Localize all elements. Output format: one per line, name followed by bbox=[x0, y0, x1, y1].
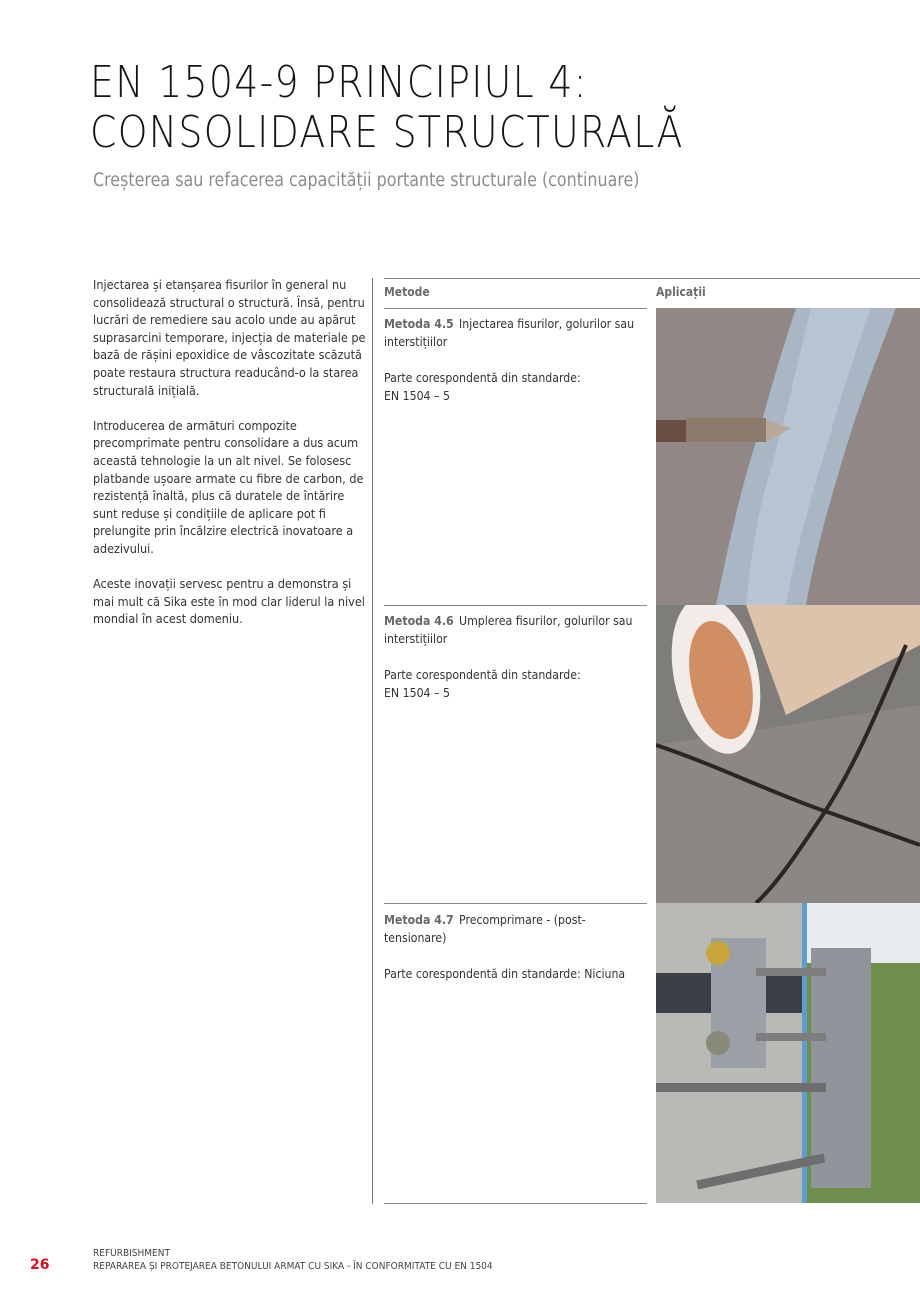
standard-label: Parte corespondentă din standarde: Niciuna bbox=[384, 967, 626, 981]
method-label: Metoda 4.6 bbox=[384, 614, 454, 628]
intro-paragraph: Aceste inovații servesc pentru a demonstra și mai mult că Sika este în mod clar liderul la nivel mondial în acest domeniu. bbox=[93, 576, 365, 627]
standard-label: Parte corespondentă din standarde: bbox=[384, 668, 581, 682]
footer-line-1: REFURBISHMENT bbox=[93, 1248, 170, 1259]
standard-label: Parte corespondentă din standarde: bbox=[384, 371, 581, 385]
method-label: Metoda 4.7 bbox=[384, 913, 454, 927]
method-title: Precomprimare - (post-tensionare) bbox=[384, 913, 586, 945]
intro-paragraph: Injectarea și etanșarea fisurilor în general nu consolidează structural o structură. Însă, pentru lucrări de remediere sau acolo unde au apărut suprasarcini temporare, injecția de materiale pe bază de rășini epoxidice de vâscozitate scăzută poate restaura structura readucând-o la starea structurală inițială. bbox=[93, 277, 366, 398]
page-number: 26 bbox=[30, 1257, 50, 1273]
column-divider bbox=[372, 278, 373, 1204]
post-tensioning-photo bbox=[656, 903, 920, 1203]
column-header-methods: Metode bbox=[384, 285, 430, 299]
column-header-applications: Aplicații bbox=[656, 285, 706, 299]
method-row-4-5 bbox=[384, 315, 645, 405]
method-row-4-6 bbox=[384, 612, 645, 702]
standard-value: EN 1504 – 5 bbox=[384, 389, 450, 403]
title-line-2: CONSOLIDARE STRUCTURALĂ bbox=[90, 107, 684, 158]
table-top-rule bbox=[384, 278, 920, 279]
footer-line-2: REPARAREA ȘI PROTEJAREA BETONULUI ARMAT CU SIKA - ÎN CONFORMITATE CU EN 1504 bbox=[93, 1261, 493, 1272]
intro-paragraph: Introducerea de armături compozite precomprimate pentru consolidare a dus acum această tehnologie la un alt nivel. Se folosesc platbande ușoare armate cu fibre de carbon, de rezistență înaltă, plus că duratele de întărire sunt reduse și condițiile de aplicare pot fi prelungite prin încălzire electrică inovatoare a adezivului. bbox=[93, 417, 364, 556]
footer-text bbox=[93, 1247, 493, 1273]
page-title bbox=[90, 58, 684, 158]
table-bottom-rule bbox=[384, 1203, 647, 1204]
title-line-1: EN 1504-9 PRINCIPIUL 4: bbox=[90, 57, 588, 108]
crack-filling-photo bbox=[656, 605, 920, 903]
crack-injection-photo bbox=[656, 308, 920, 605]
method-title: Injectarea fisurilor, golurilor sau interstițiilor bbox=[384, 317, 635, 349]
method-row-4-7 bbox=[384, 911, 645, 983]
page-subtitle: Creșterea sau refacerea capacității portante structurale (continuare) bbox=[93, 170, 640, 191]
standard-value: EN 1504 – 5 bbox=[384, 686, 450, 700]
header-rule bbox=[384, 308, 647, 309]
intro-text bbox=[93, 276, 366, 645]
row-rule bbox=[384, 903, 647, 904]
row-rule bbox=[384, 605, 647, 606]
method-label: Metoda 4.5 bbox=[384, 317, 454, 331]
method-title: Umplerea fisurilor, golurilor sau interstițiilor bbox=[384, 614, 633, 646]
